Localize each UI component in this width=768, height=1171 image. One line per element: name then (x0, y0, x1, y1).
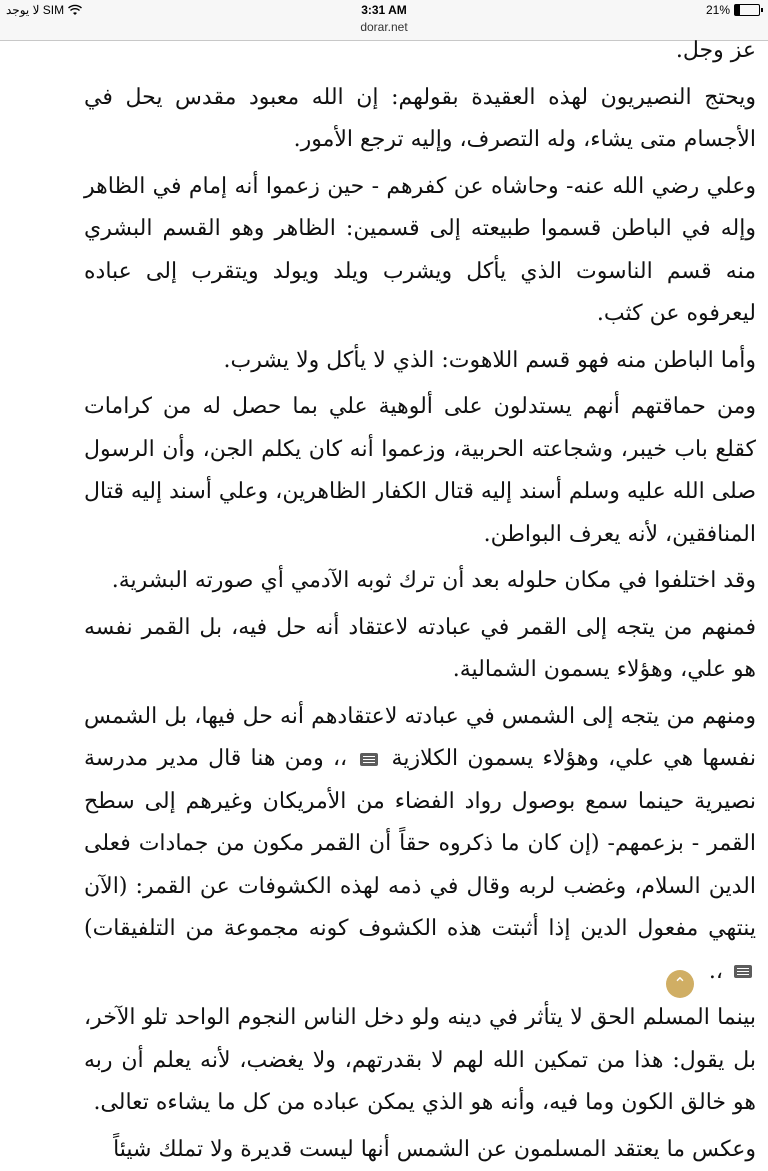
page-content (84, 30, 756, 1024)
footnote-reference-icon[interactable] (734, 965, 752, 978)
carrier-label: لا يوجد SIM (6, 3, 64, 17)
paragraph-text: ومنهم من يتجه إلى الشمس في عبادته لاعتقادهم أنه حل فيها، بل الشمس نفسها هي علي، وهؤلاء يسمون الكلازية (84, 704, 756, 772)
paragraph: وقد اختلفوا في مكان حلوله بعد أن ترك ثوبه الآدمي أي صورته البشرية. (84, 560, 756, 603)
status-bar (0, 0, 768, 20)
paragraph-text: ،، ومن هنا قال مدير مدرسة نصيرية حينما سمع بوصول رواد الفضاء من الأمريكان وغيرهم إلى سطح القمر - بزعمهم- (إن كان ما ذكروه حقاً أن القمر مكون من جمادات فعلى الدين السلام، وغضب لربه وقال في ذمه لهذه الكشوفات عن القمر: (الآن ينتهي مفعول الدين إذا أثبتت هذه الكشوف كونه مجموعة من التلفيقات) (84, 746, 756, 941)
paragraph: ويحتج النصيريون لهذه العقيدة بقولهم: إن الله معبود مقدس يحل في الأجسام متى يشاء، وله التصرف، وإليه ترجع الأمور. (84, 77, 756, 162)
paragraph: وأما الباطن منه فهو قسم اللاهوت: الذي لا يأكل ولا يشرب. (84, 340, 756, 383)
paragraph: فمنهم من يتجه إلى القمر في عبادته لاعتقاد أنه حل فيه، بل القمر نفسه هو علي، وهؤلاء يسمون الشمالية. (84, 607, 756, 692)
article-body (84, 30, 756, 1171)
url-text[interactable]: dorar.net (360, 20, 407, 34)
footnote-reference-icon[interactable] (360, 753, 378, 766)
battery-fill (735, 5, 740, 15)
battery-icon (734, 4, 760, 16)
paragraph: عز وجل. (84, 30, 756, 73)
status-time: 3:31 AM (0, 3, 768, 17)
battery-percent: 21% (706, 3, 730, 17)
paragraph: بينما المسلم الحق لا يتأثر في دينه ولو دخل الناس النجوم الواحد تلو الآخر، بل يقول: هذا من تمكين الله لهم لا بقدرتهم، ولا يغضب، لأنه يعلم أن ربه هو خالق الكون وما فيه، وأنه هو الذي يمكن عباده من كل ما يشاءه تعالى. (84, 997, 756, 1125)
paragraph: وعلي رضي الله عنه- وحاشاه عن كفرهم - حين زعموا أنه إمام في الظاهر وإله في الباطن قسموا طبيعته إلى قسمين: الظاهر وهو القسم البشري منه قسم الناسوت الذي يأكل ويشرب ويلد ويولد ويتقرب إلى عباده ليعرفوه عن كثب. (84, 166, 756, 336)
paragraph: ومن حماقتهم أنهم يستدلون على ألوهية علي بما حصل له من كرامات كقلع باب خيبر، وشجاعته الحربية، وزعموا أنه كان يكلم الجن، وأن الرسول صلى الله عليه وسلم أسند إليه قتال الكفار الظاهرين، وعلي أسند إليه قتال المنافقين، لأنه يعرف البواطن. (84, 386, 756, 556)
paragraph: وعكس ما يعتقد المسلمون عن الشمس أنها ليست قديرة ولا تملك شيئاً (84, 1129, 756, 1171)
paragraph (84, 696, 756, 994)
chevron-up-icon: ⌃ (673, 974, 686, 993)
paragraph-text: ،. (709, 959, 723, 984)
scroll-to-top-button[interactable] (666, 970, 694, 998)
status-right (706, 3, 760, 17)
